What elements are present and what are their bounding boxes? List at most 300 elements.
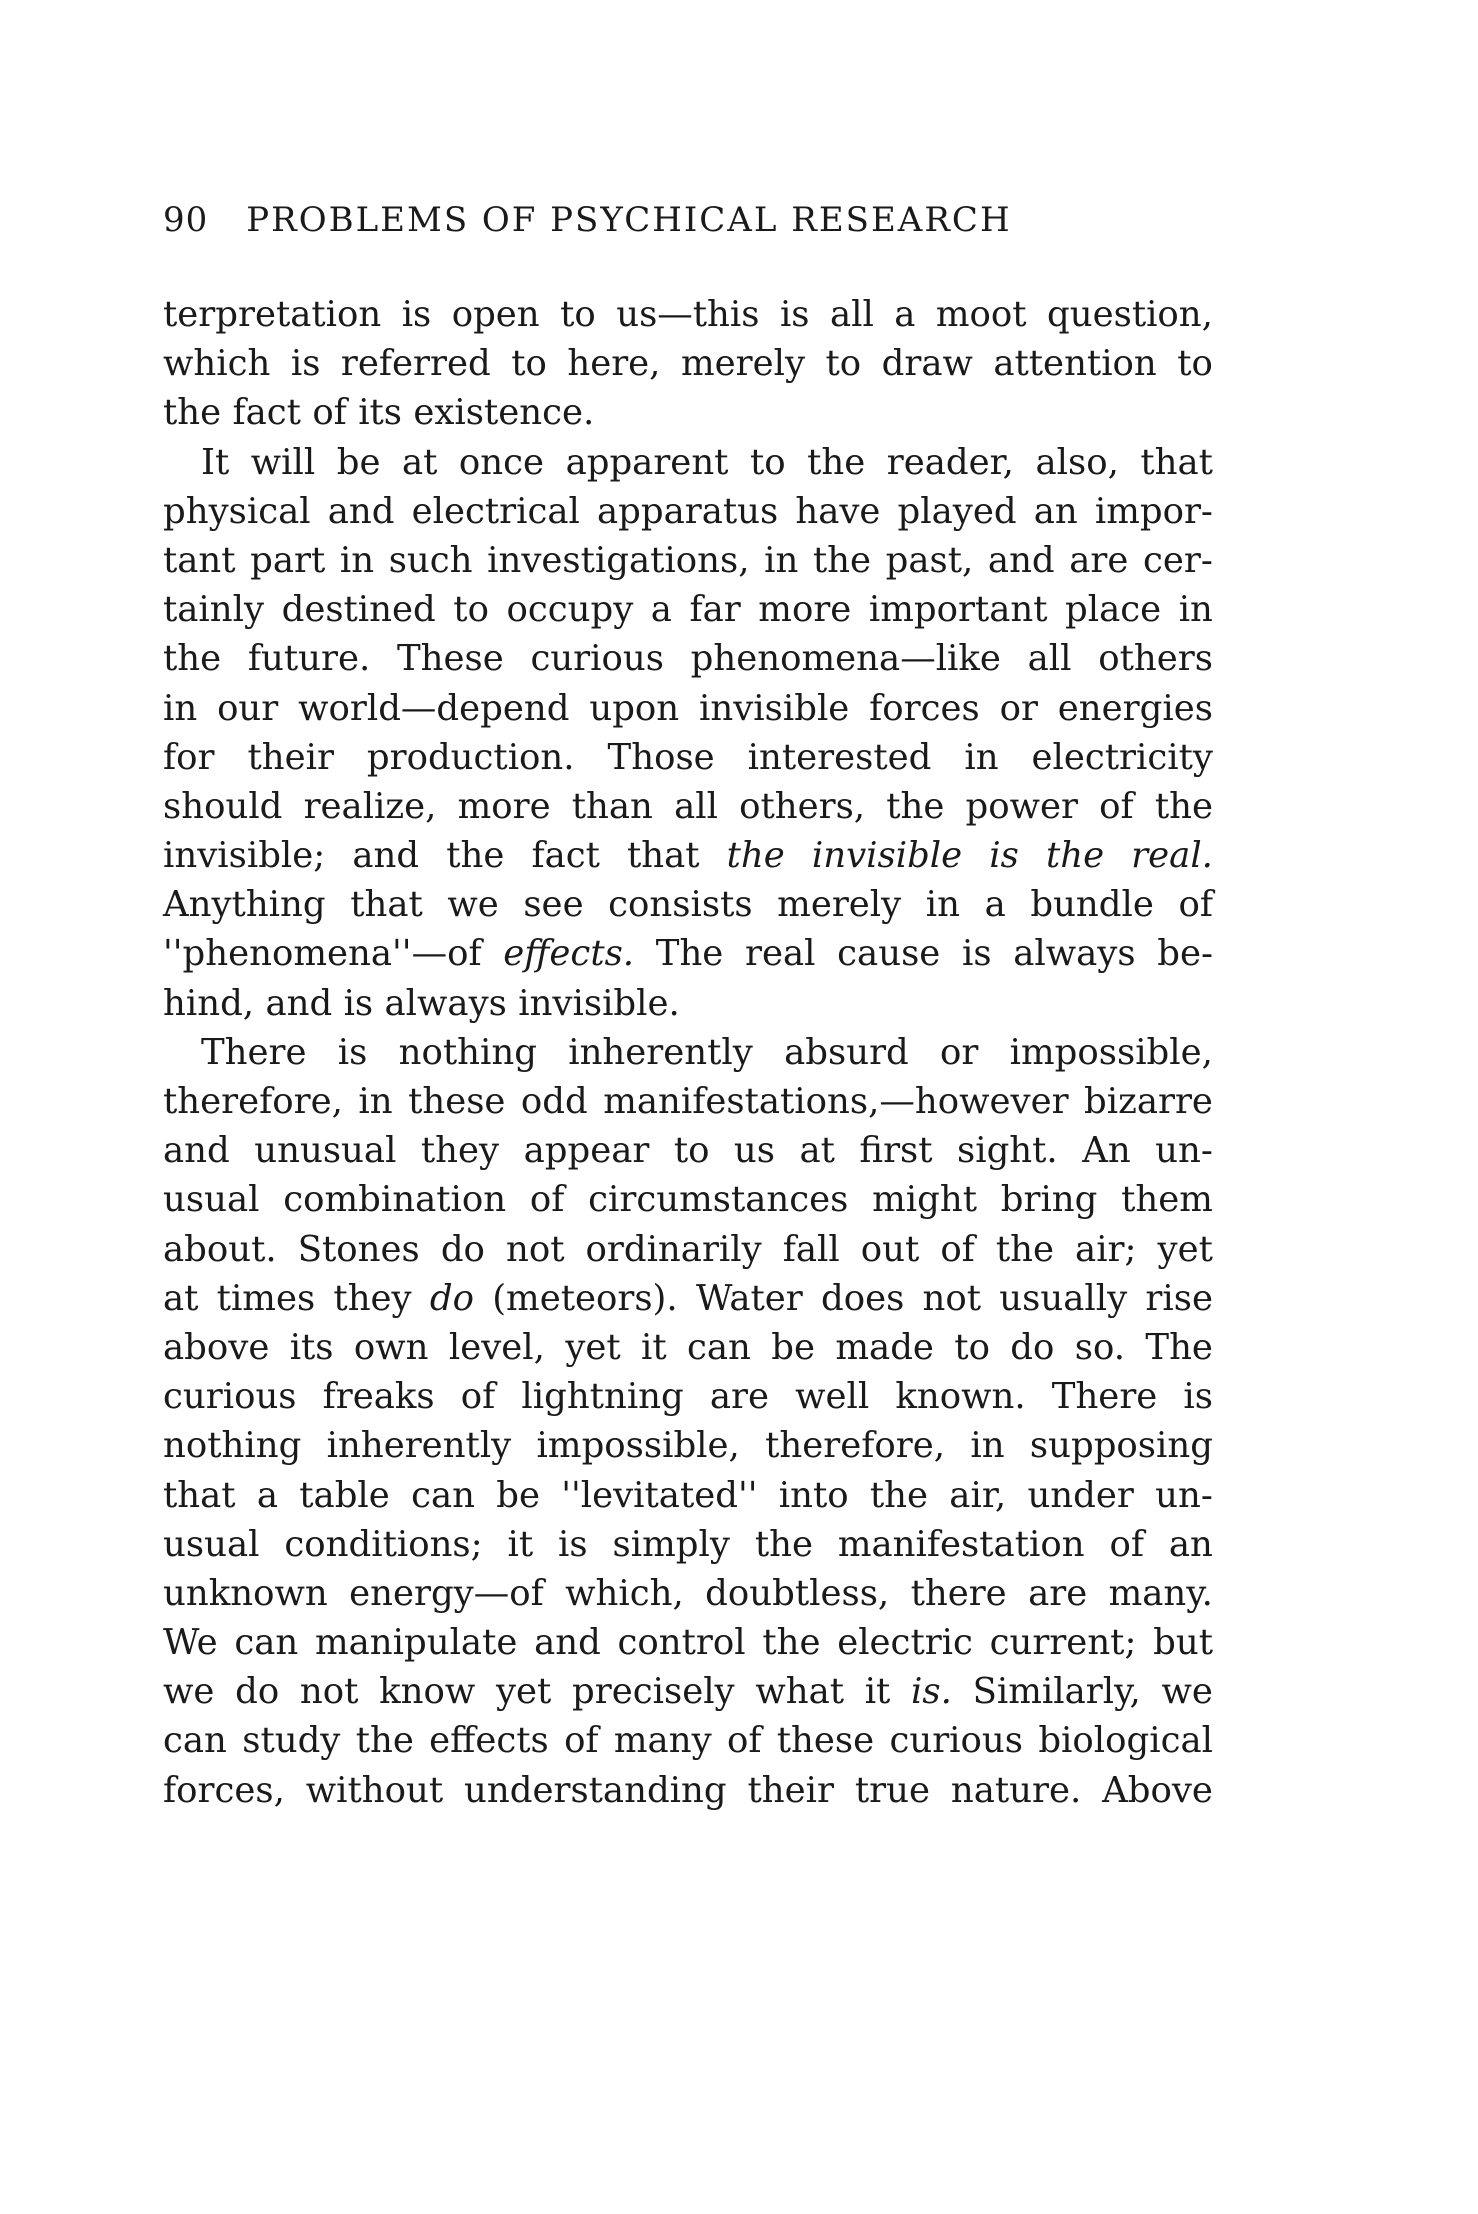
word: know — [379, 1671, 476, 1713]
word: what — [755, 1671, 844, 1713]
word: its — [358, 392, 403, 434]
word: of — [940, 1228, 975, 1270]
word: is — [1183, 1376, 1213, 1418]
word: do — [440, 1228, 485, 1270]
word: manifestations,—however — [603, 1081, 1069, 1122]
word: table — [299, 1474, 390, 1516]
word: and — [327, 490, 395, 532]
word: a — [894, 294, 916, 335]
word: is — [343, 982, 374, 1024]
word: appear — [523, 1130, 650, 1172]
text-line — [163, 1372, 1213, 1421]
word: important — [868, 589, 1048, 631]
word: merely — [777, 884, 902, 926]
word: inherently — [568, 1031, 753, 1073]
word: about. — [163, 1228, 277, 1270]
word: can — [411, 1474, 475, 1516]
paragraph — [163, 438, 1213, 1028]
word: We — [163, 1622, 218, 1664]
word: odd — [520, 1081, 588, 1122]
word: true — [854, 1769, 930, 1811]
word: existence. — [413, 392, 595, 434]
word: current; — [989, 1622, 1137, 1664]
word: without — [305, 1769, 444, 1811]
word: the — [1154, 785, 1213, 827]
word: us — [733, 1130, 776, 1172]
word: the — [886, 785, 945, 827]
word: not — [299, 1671, 359, 1713]
word: a — [984, 884, 1006, 926]
word: study — [242, 1720, 341, 1762]
word: manifestation — [837, 1523, 1085, 1565]
word: The — [655, 933, 724, 975]
word: all — [829, 294, 874, 335]
text-line — [163, 290, 1213, 339]
word: nature. — [950, 1769, 1082, 1811]
word: first — [859, 1130, 933, 1172]
word: well — [795, 1376, 870, 1418]
word: will — [250, 441, 316, 483]
word: control — [617, 1622, 746, 1664]
text-line — [163, 1421, 1213, 1470]
word: can — [163, 1720, 227, 1762]
word: combination — [283, 1179, 507, 1221]
word: or — [999, 687, 1038, 729]
word: the — [726, 835, 785, 877]
word: invisible; — [163, 835, 326, 877]
word: not — [922, 1277, 982, 1319]
word: to — [1177, 343, 1213, 385]
word: real — [745, 933, 816, 975]
word: Stones — [297, 1228, 420, 1270]
word: investigations, — [487, 539, 750, 581]
word: are — [709, 1376, 770, 1418]
word: the — [869, 1474, 929, 1516]
word: does — [820, 1277, 905, 1319]
text-line — [163, 1126, 1213, 1175]
word: open — [451, 294, 540, 335]
word: might — [872, 1179, 977, 1221]
word: which, — [565, 1572, 684, 1614]
word: these — [776, 1720, 875, 1762]
word: sight. — [957, 1130, 1058, 1172]
word: in — [925, 884, 961, 926]
word: we — [1161, 1671, 1213, 1713]
word: that — [163, 1474, 236, 1516]
text-line — [163, 929, 1213, 978]
word: usually — [999, 1277, 1128, 1319]
word: them — [1121, 1179, 1213, 1221]
word: real. — [1131, 835, 1213, 877]
word: ''phenomena''—of — [163, 933, 482, 975]
word: therefore, — [765, 1425, 946, 1467]
word: these — [408, 1081, 506, 1122]
word: and — [987, 539, 1055, 581]
word: they — [333, 1277, 412, 1319]
word: reader, — [886, 441, 1014, 483]
word: physical — [163, 490, 311, 532]
word: air; — [1075, 1228, 1137, 1270]
word: precisely — [572, 1671, 735, 1713]
word: always — [384, 982, 507, 1024]
word: attention — [993, 343, 1157, 385]
word: it — [864, 1671, 891, 1713]
text-line — [163, 1667, 1213, 1716]
word: usual — [163, 1523, 260, 1565]
word: hind, — [163, 982, 255, 1024]
word: be — [336, 441, 381, 483]
word: curious — [163, 1376, 297, 1418]
word: Similarly, — [972, 1671, 1141, 1713]
word: but — [1153, 1622, 1213, 1664]
word: under — [1027, 1474, 1134, 1516]
word: of — [1109, 1523, 1144, 1565]
word: moot — [935, 294, 1027, 335]
word: un- — [1155, 1130, 1213, 1172]
word: destined — [281, 589, 436, 631]
text-line — [163, 1716, 1213, 1765]
word: at — [799, 1130, 835, 1172]
word: interested — [747, 736, 932, 778]
word: is — [401, 294, 432, 335]
word: not — [505, 1228, 565, 1270]
word: unknown — [163, 1572, 328, 1614]
word: ordinarily — [585, 1228, 762, 1270]
text-line — [163, 1175, 1213, 1224]
word: above — [163, 1326, 270, 1368]
word: These — [396, 638, 504, 680]
word: at — [163, 1277, 199, 1319]
word: an — [1033, 490, 1078, 532]
text-line — [163, 880, 1213, 929]
text-line — [163, 585, 1213, 634]
word: that — [350, 884, 423, 926]
word: production. — [366, 736, 575, 778]
text-line — [163, 1225, 1213, 1274]
word: occupy — [506, 589, 634, 631]
word: ''levitated'' — [561, 1474, 758, 1516]
word: electrical — [411, 490, 580, 532]
word: known. — [895, 1376, 1026, 1418]
text-line — [163, 684, 1213, 733]
word: yet — [495, 1671, 552, 1713]
text-line — [163, 1323, 1213, 1372]
word: effects — [429, 1720, 549, 1762]
word: always — [1013, 933, 1136, 975]
word: its — [289, 1326, 334, 1368]
word: realize, — [303, 785, 437, 827]
word: there — [910, 1572, 1007, 1614]
word: energy—of — [349, 1572, 544, 1614]
word: the — [355, 1720, 414, 1762]
word: the — [812, 539, 872, 581]
word: for — [163, 736, 215, 778]
word: It — [201, 441, 230, 483]
word: the — [163, 638, 222, 680]
word: of — [312, 392, 347, 434]
word: conditions; — [284, 1523, 483, 1565]
word: apparent — [565, 441, 729, 483]
word: to — [673, 1130, 710, 1172]
word: it — [641, 1326, 667, 1368]
word: be — [496, 1474, 540, 1516]
paragraph — [163, 1028, 1213, 1815]
word: referred — [340, 343, 491, 385]
word: power — [965, 785, 1079, 827]
word: fact — [531, 835, 600, 877]
text-line — [163, 1471, 1213, 1520]
word: their — [247, 736, 334, 778]
text-line — [163, 1028, 1213, 1077]
word: that — [626, 835, 700, 877]
word: times — [216, 1277, 316, 1319]
word: absurd — [784, 1031, 909, 1073]
word: unusual — [254, 1130, 397, 1172]
text-line — [163, 1274, 1213, 1323]
word: others, — [739, 785, 866, 827]
word: invisible. — [518, 982, 680, 1024]
text-line — [163, 339, 1213, 388]
word: Water — [695, 1277, 803, 1319]
word: the — [1045, 835, 1105, 877]
word: is — [989, 835, 1019, 877]
word: curious — [530, 638, 664, 680]
word: all — [674, 785, 718, 827]
word: world—depend — [298, 687, 570, 729]
word: do — [235, 1671, 280, 1713]
word: forces, — [163, 1769, 285, 1811]
word: are — [1069, 539, 1129, 581]
word: curious — [889, 1720, 1023, 1762]
word: be- — [1157, 933, 1213, 975]
word: electric — [837, 1622, 973, 1664]
text-line — [163, 1569, 1213, 1618]
word: un- — [1155, 1474, 1213, 1516]
word: place — [1065, 589, 1162, 631]
word: a — [650, 589, 672, 631]
word: level, — [448, 1326, 545, 1368]
word: than — [571, 785, 653, 827]
word: nothing — [163, 1425, 302, 1467]
word: of — [726, 1720, 762, 1762]
text-line — [163, 979, 1213, 1028]
word: understanding — [464, 1769, 727, 1811]
word: a — [256, 1474, 278, 1516]
text-line — [163, 1077, 1213, 1126]
word: it — [507, 1523, 534, 1565]
body-text — [163, 290, 1213, 1815]
word: an — [1168, 1523, 1213, 1565]
word: rise — [1145, 1277, 1213, 1319]
word: once — [458, 441, 545, 483]
word: supposing — [1029, 1425, 1213, 1467]
word: fall — [782, 1228, 840, 1270]
running-head: PROBLEMS OF PSYCHICAL RESEARCH — [246, 200, 1012, 240]
text-line — [163, 831, 1213, 880]
word: terpretation — [163, 294, 382, 335]
word: merely — [680, 343, 806, 385]
word: into — [778, 1474, 849, 1516]
word: Above — [1102, 1769, 1213, 1811]
word: electricity — [1031, 736, 1213, 778]
word: (meteors). — [492, 1277, 678, 1319]
text-line — [163, 1520, 1213, 1569]
word: Those — [607, 736, 715, 778]
word: is — [779, 294, 810, 335]
word: more — [457, 785, 551, 827]
word: are — [1028, 1572, 1088, 1614]
word: tainly — [163, 589, 265, 631]
text-line — [163, 536, 1213, 585]
word: past, — [885, 539, 974, 581]
word: they — [420, 1130, 500, 1172]
word: is — [558, 1523, 588, 1565]
text-line — [163, 388, 1213, 437]
word: out — [860, 1228, 920, 1270]
word: to — [954, 1326, 990, 1368]
word: therefore, — [163, 1081, 343, 1122]
word: in — [964, 736, 999, 778]
word: draw — [881, 343, 973, 385]
word: the — [446, 835, 505, 877]
word: and — [534, 1622, 601, 1664]
word: do — [1010, 1326, 1055, 1368]
word: manipulate — [314, 1622, 518, 1664]
word: should — [163, 785, 283, 827]
word: of — [460, 1376, 496, 1418]
word: There — [201, 1031, 307, 1073]
word: more — [758, 589, 852, 631]
word: bring — [1000, 1179, 1098, 1221]
word: or — [940, 1031, 979, 1073]
word: all — [1027, 638, 1072, 680]
word: is — [290, 343, 321, 385]
word: An — [1082, 1130, 1131, 1172]
word: effects. — [503, 933, 635, 975]
word: so. — [1074, 1326, 1126, 1368]
word: part — [250, 539, 326, 581]
word: is — [337, 1031, 368, 1073]
word: fact — [232, 392, 301, 434]
word: cer- — [1143, 539, 1213, 581]
word: question, — [1047, 294, 1213, 335]
word: bundle — [1030, 884, 1154, 926]
word: in — [970, 1425, 1005, 1467]
word: impossible, — [536, 1425, 740, 1467]
word: bizarre — [1084, 1081, 1213, 1122]
word: the — [163, 392, 222, 434]
word: of — [1178, 884, 1213, 926]
word: consists — [608, 884, 753, 926]
word: to — [825, 343, 862, 385]
word: to — [749, 441, 786, 483]
word: the — [995, 1228, 1054, 1270]
text-line — [163, 1766, 1213, 1815]
word: played — [897, 490, 1017, 532]
word: own — [353, 1326, 429, 1368]
word: of — [564, 1720, 599, 1762]
page-number: 90 — [163, 200, 209, 240]
word: yet — [1157, 1228, 1213, 1270]
word: we — [447, 884, 499, 926]
word: The — [1145, 1326, 1213, 1368]
word: the — [807, 441, 866, 483]
word: tant — [163, 539, 236, 581]
word: energies — [1057, 687, 1213, 729]
word: apparatus — [596, 490, 779, 532]
word: such — [388, 539, 473, 581]
word: inherently — [326, 1425, 512, 1467]
word: many. — [1108, 1572, 1213, 1614]
word: the — [762, 1622, 821, 1664]
word: Anything — [163, 884, 326, 926]
word: of — [529, 1179, 565, 1221]
text-line — [163, 438, 1213, 487]
word: here, — [567, 343, 661, 385]
text-line — [163, 634, 1213, 683]
book-page — [163, 200, 1213, 1815]
word: forces — [869, 687, 980, 729]
word: is. — [911, 1671, 952, 1713]
word: in — [764, 539, 799, 581]
word: also, — [1035, 441, 1119, 483]
word: doubtless, — [705, 1572, 890, 1614]
word: we — [163, 1671, 215, 1713]
word: cause — [837, 933, 941, 975]
word: us—this — [616, 294, 760, 335]
word: yet — [565, 1326, 621, 1368]
word: nothing — [398, 1031, 537, 1073]
word: in — [163, 687, 198, 729]
page-header — [163, 200, 1213, 260]
text-line — [163, 487, 1213, 536]
word: impossible, — [1009, 1031, 1213, 1073]
word: to — [453, 589, 489, 631]
word: air, — [949, 1474, 1007, 1516]
word: see — [523, 884, 584, 926]
word: simply — [612, 1523, 730, 1565]
word: biological — [1038, 1720, 1213, 1762]
text-line — [163, 1618, 1213, 1667]
word: is — [961, 933, 992, 975]
word: lightning — [521, 1376, 684, 1418]
word: of — [1099, 785, 1134, 827]
text-line — [163, 782, 1213, 831]
text-line — [163, 733, 1213, 782]
word: and — [163, 1130, 230, 1172]
word: the — [754, 1523, 813, 1565]
word: their — [747, 1769, 834, 1811]
word: to — [560, 294, 596, 335]
word: many — [613, 1720, 712, 1762]
word: circumstances — [588, 1179, 849, 1221]
word: can — [687, 1326, 751, 1368]
word: in — [339, 539, 375, 581]
word: have — [795, 490, 881, 532]
word: freaks — [322, 1376, 435, 1418]
word: and — [352, 835, 420, 877]
word: our — [217, 687, 279, 729]
word: in — [1178, 589, 1213, 631]
word: which — [163, 343, 271, 385]
word: others — [1098, 638, 1213, 680]
word: phenomena—like — [690, 638, 1001, 680]
word: There — [1051, 1376, 1158, 1418]
word: usual — [163, 1179, 260, 1221]
word: that — [1140, 441, 1213, 483]
word: be — [771, 1326, 816, 1368]
word: upon — [589, 687, 680, 729]
